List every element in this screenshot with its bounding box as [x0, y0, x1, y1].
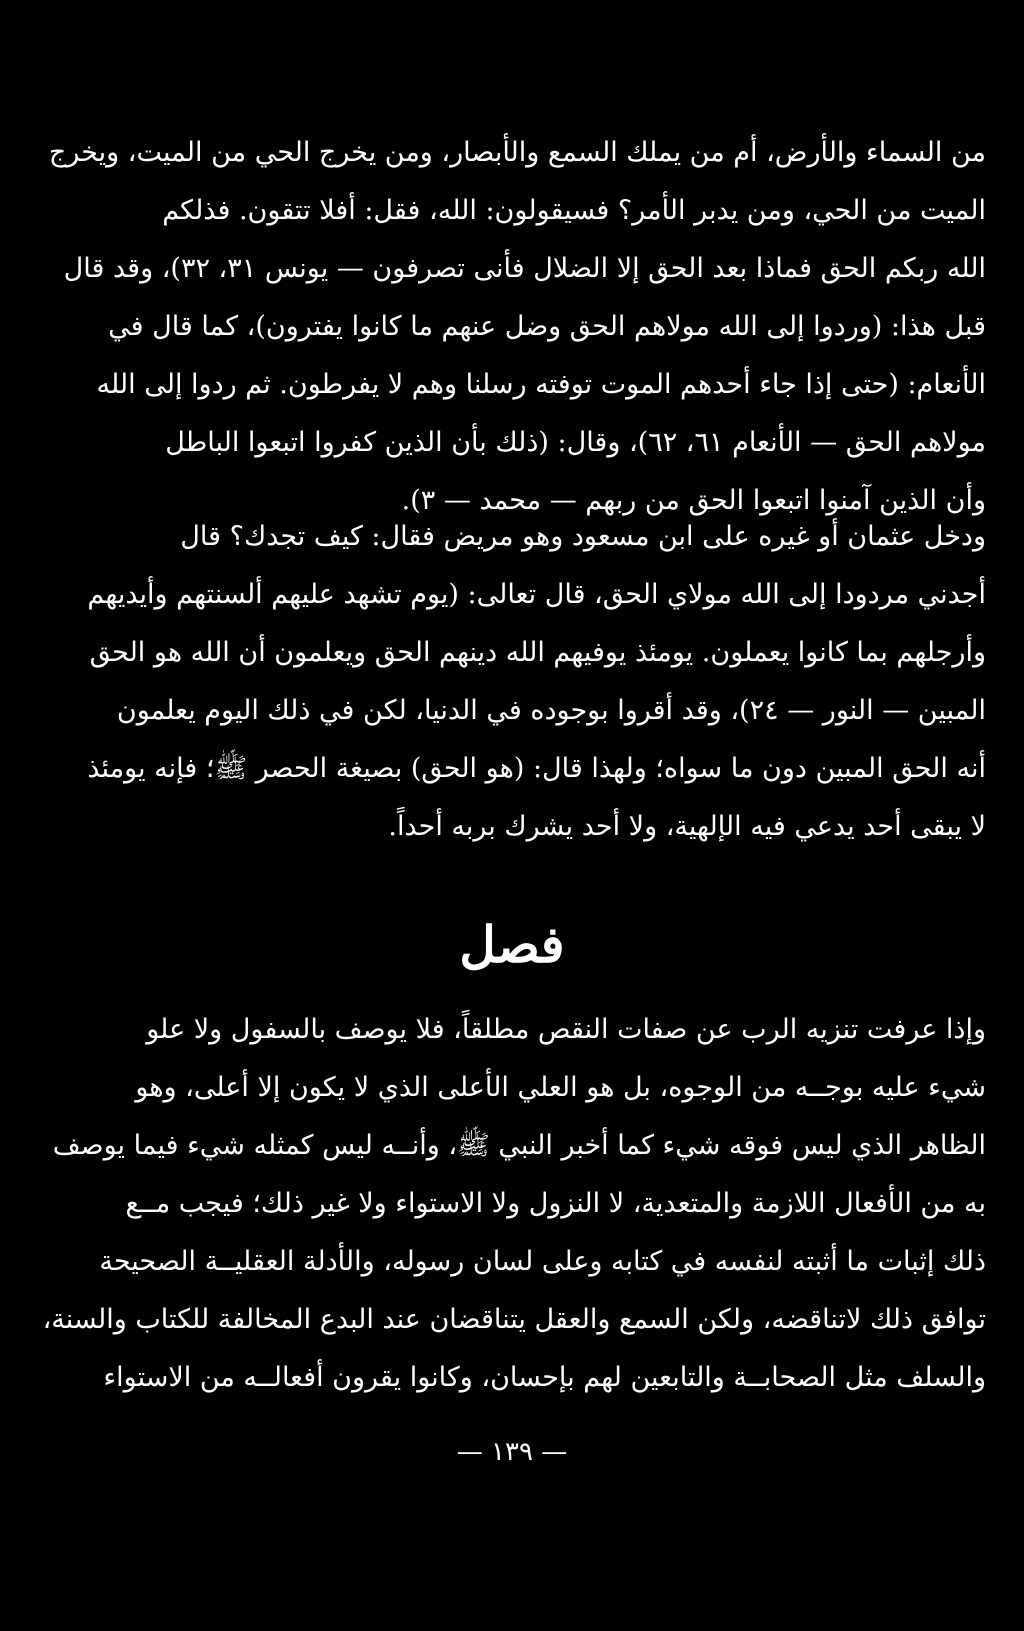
text-line: وأرجلهم بما كانوا يعملون. يومئذ يوفيهم الله دينهم الحق ويعلمون أن الله هو الحق [89, 637, 986, 668]
text-line: ودخل عثمان أو غيره على ابن مسعود وهو مريض فقال: كيف تجدك؟ قال [180, 521, 986, 552]
text-line: به من الأفعال اللازمة والمتعدية، لا النزول ولا الاستواء ولا غير ذلك؛ فيجب مــع [125, 1188, 986, 1219]
text-line: الله ربكم الحق فماذا بعد الحق إلا الضلال فأنى تصرفون — يونس ٣١، ٣٢)، وقد قال [63, 253, 986, 284]
text-line: أنه الحق المبين دون ما سواه؛ ولهذا قال: (هو الحق) بصيغة الحصر ﷺ؛ فإنه يومئذ [87, 753, 986, 784]
paragraph-2 [87, 508, 986, 856]
paragraph-3 [42, 1001, 986, 1407]
text-line: الظاهر الذي ليس فوقه شيء كما أخبر النبي ﷺ، وأنــه ليس كمثله شيء فيما يوصف [52, 1130, 986, 1161]
section-heading: فصل [459, 915, 565, 974]
text-line: من السماء والأرض، أم من يملك السمع والأبصار، ومن يخرج الحي من الميت، ويخرج [48, 137, 986, 168]
text-line: وأن الذين آمنوا اتبعوا الحق من ربهم — محمد — ٣). [401, 485, 986, 516]
text-line: ذلك إثبات ما أثبته لنفسه في كتابه وعلى لسان رسوله، والأدلة العقليــة الصحيحة [99, 1246, 986, 1277]
text-line: قبل هذا: (وردوا إلى الله مولاهم الحق وضل عنهم ما كانوا يفترون)، كما قال في [108, 311, 986, 342]
text-line: الميت من الحي، ومن يدبر الأمر؟ فسيقولون: الله، فقل: أفلا تتقون. فذلكم [162, 195, 986, 226]
text-line: لا يبقى أحد يدعي فيه الإلهية، ولا أحد يشرك بربه أحداً. [388, 811, 986, 842]
text-line: وإذا عرفت تنزيه الرب عن صفات النقص مطلقاً، فلا يوصف بالسفول ولا علو [146, 1014, 986, 1045]
text-line: شيء عليه بوجــه من الوجوه، بل هو العلي الأعلى الذي لا يكون إلا أعلى، وهو [135, 1072, 986, 1103]
text-line: توافق ذلك لاتناقضه، ولكن السمع والعقل يتناقضان عند البدع المخالفة للكتاب والسنة، [42, 1304, 986, 1335]
text-line: والسلف مثل الصحابــة والتابعين لهم بإحسان، وكانوا يقرون أفعالــه من الاستواء [103, 1362, 986, 1393]
text-line: الأنعام: (حتى إذا جاء أحدهم الموت توفته رسلنا وهم لا يفرطون. ثم ردوا إلى الله [96, 369, 986, 400]
text-line: أجدني مردودا إلى الله مولاي الحق، قال تعالى: (يوم تشهد عليهم ألسنتهم وأيديهم [87, 579, 986, 610]
text-line: مولاهم الحق — الأنعام ٦١، ٦٢)، وقال: (ذلك بأن الذين كفروا اتبعوا الباطل [165, 427, 986, 458]
page-number: — ١٣٩ — [456, 1437, 568, 1467]
paragraph-1 [48, 124, 986, 530]
text-line: المبين — النور — ٢٤)، وقد أقروا بوجوده في الدنيا، لكن في ذلك اليوم يعلمون [116, 695, 986, 726]
